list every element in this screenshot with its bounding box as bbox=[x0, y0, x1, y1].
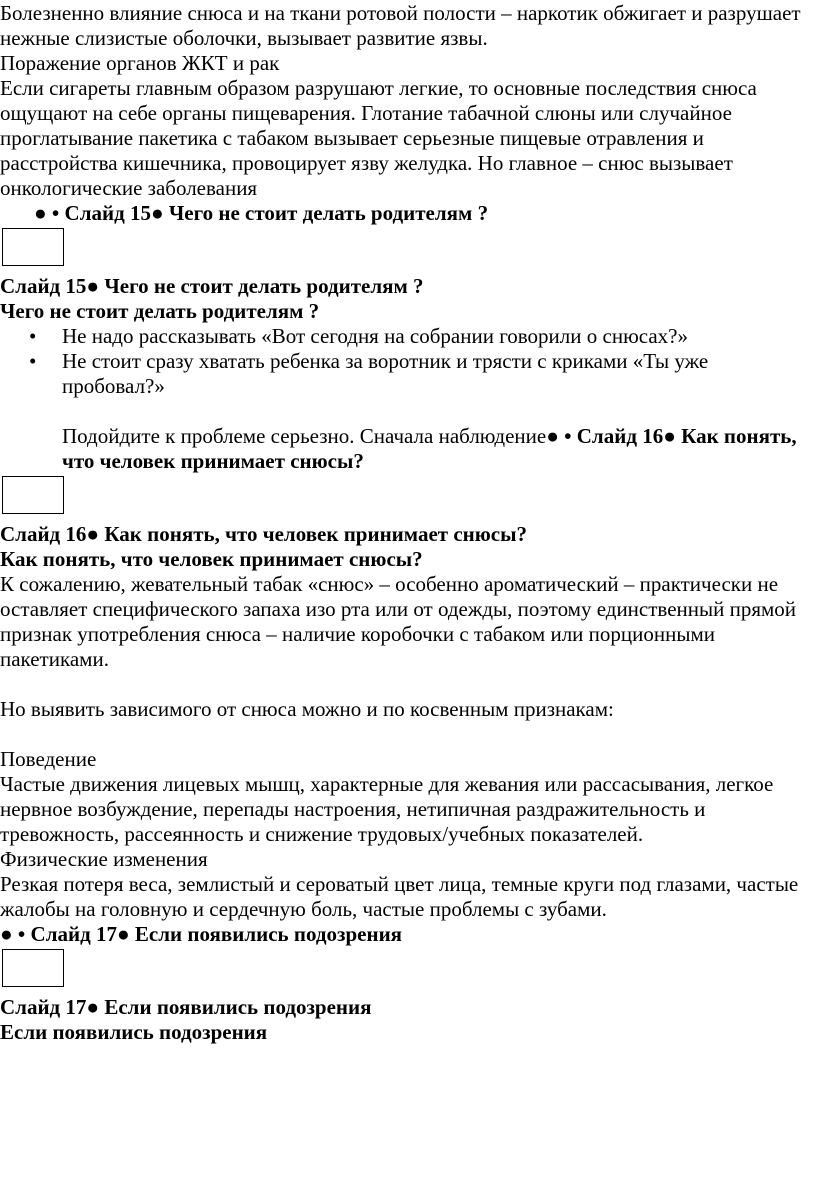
slide15-heading-line: ● • Слайд 15● Чего не стоит делать родителям ? bbox=[34, 201, 489, 225]
bullet-icon: • bbox=[29, 324, 37, 348]
physical-heading: Физические изменения bbox=[0, 847, 208, 871]
list-item: • Не стоит сразу хватать ребенка за воротник и трясти с криками «Ты уже пробовал?» bbox=[29, 349, 709, 398]
slide16-subtitle: Как понять, что человек принимает снюсы? bbox=[0, 547, 423, 571]
bullet-icon: • bbox=[29, 349, 37, 373]
slide16-title: Слайд 16● Как понять, что человек принимает снюсы? bbox=[0, 522, 528, 546]
slide15-image-placeholder bbox=[2, 228, 64, 266]
behavior-text: Частые движения лицевых мышц, характерные для жевания или рассасывания, легкое нервное возбуждение, перепады настроения, нетипичная раздражительность и тревожность, рассеянность и снижение трудовых/учебных показателей. bbox=[0, 772, 774, 846]
slide17-subtitle: Если появились подозрения bbox=[0, 1020, 268, 1044]
document-page bbox=[0, 1, 812, 1045]
list-item: • Не надо рассказывать «Вот сегодня на собрании говорили о снюсах?» bbox=[29, 324, 688, 348]
slide15-bullet-list bbox=[0, 324, 812, 399]
slide17-title: Слайд 17● Если появились подозрения bbox=[0, 995, 372, 1019]
slide16-heading-line: ● • Слайд 16● Как понять, что человек принимает снюсы? bbox=[62, 424, 797, 473]
slide15-note bbox=[0, 424, 812, 474]
slide17-heading-line: ● • Слайд 17● Если появились подозрения bbox=[0, 922, 403, 946]
slide15-title: Слайд 15● Чего не стоит делать родителям ? bbox=[0, 274, 424, 298]
slide17-image-placeholder bbox=[2, 949, 64, 987]
intro-paragraph-digestion: Если сигареты главным образом разрушают легкие, то основные последствия снюса ощущают на себе органы пищеварения. Глотание табачной слюны или случайное проглатывание пакетика с табаком вызывает серьезные пищевые отравления и расстройства кишечника, провоцирует язву желудка. Но главное – снюс вызывает онкологические заболевания bbox=[0, 76, 757, 200]
behavior-heading: Поведение bbox=[0, 747, 97, 771]
slide15-subtitle: Чего не стоит делать родителям ? bbox=[0, 299, 320, 323]
intro-heading-gi-cancer: Поражение органов ЖКТ и рак bbox=[0, 51, 280, 75]
slide16-paragraph-smell: К сожалению, жевательный табак «снюс» – особенно ароматический – практически не оставляет специфического запаха изо рта или от одежды, поэтому единственный прямой признак употребления снюса – наличие коробочки с табаком или порционными пакетиками. bbox=[0, 572, 797, 671]
slide16-image-placeholder bbox=[2, 476, 64, 514]
physical-text: Резкая потеря веса, землистый и сероватый цвет лица, темные круги под глазами, частые жалобы на головную и сердечную боль, частые проблемы с зубами. bbox=[0, 872, 799, 921]
intro-paragraph-mouth: Болезненно влияние снюса и на ткани ротовой полости – наркотик обжигает и разрушает нежные слизистые оболочки, вызывает развитие язвы. bbox=[0, 1, 801, 50]
spacer bbox=[0, 672, 812, 697]
slide16-paragraph-signs: Но выявить зависимого от снюса можно и по косвенным признакам: bbox=[0, 697, 614, 721]
note-text: Подойдите к проблеме серьезно. Сначала наблюдение bbox=[62, 424, 547, 448]
spacer bbox=[0, 722, 812, 747]
